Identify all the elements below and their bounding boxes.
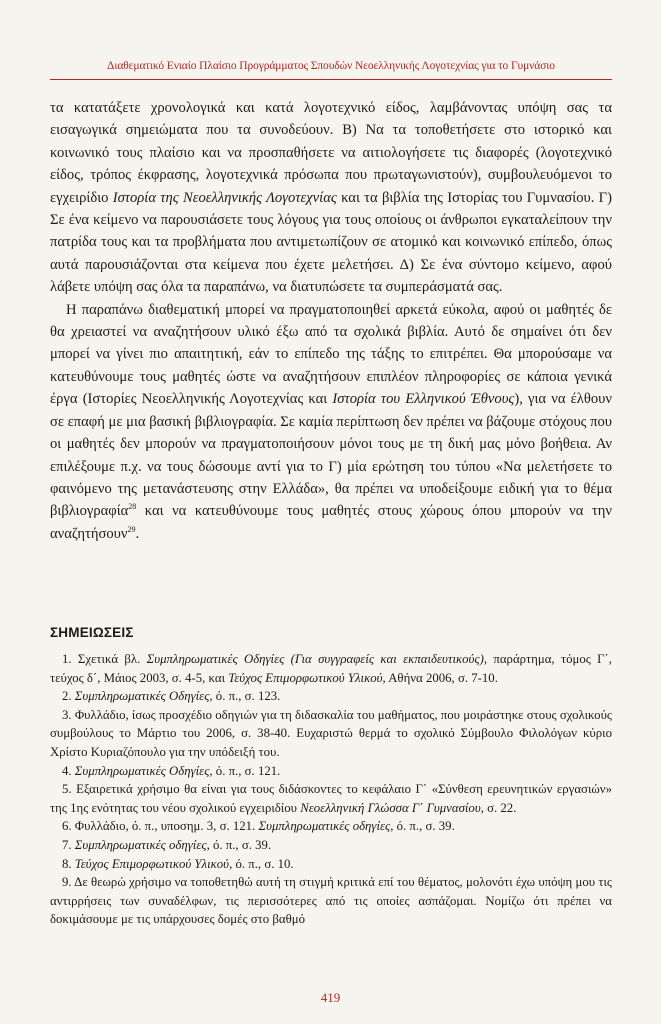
paragraph-2-text-a: Η παραπάνω διαθεματική μπορεί να πραγματοποιηθεί αρκετά εύκολα, αφού οι μαθητές δε θα χρειαστεί να αναζητήσουν υλικό έξω από τα σχολικά βιβλία. Αυτό δε σημαίνει ότι δεν μπορεί να γίνει πιο απαιτητική, εάν το επίπεδο της τάξης το επιτρέπει. Θα μπορούσαμε να κατευθύνουμε τους μαθητές ώστε να αναζητήσουν επιπλέον πληροφορίες σε κάποια γενικά έργα (Ιστορίες Νεοελληνικής Λογοτεχνίας και <box>50 301 612 408</box>
note-4-italic: Συμπληρωματικές Οδηγίες <box>74 763 210 778</box>
body-text <box>50 97 612 545</box>
footnote-ref-28[interactable]: 28 <box>128 502 137 512</box>
paragraph-1-text-a: τα κατατάξετε χρονολογικά και κατά λογοτεχνικό είδος, λαμβάνοντας υπόψη σας τα εισαγωγικά σημειώματα που τα συνοδεύουν. Β) Να τα τοποθετήσετε στο ιστορικό και κοινωνικό τους πλαίσιο και να προσπαθήσετε να αιτιολογήσετε τις διαφορές (λογοτεχνικό είδος, τρόπος έκφρασης, λογοτεχνικά πρόσωπα που πρωταγωνιστούν), συμβουλευόμενοι το εγχειρίδιο <box>50 100 612 206</box>
note-4-text-a: 4. <box>62 763 75 778</box>
note-1-italic-1: Συμπληρωματικές Οδηγίες (Για συγγραφείς και εκπαιδευτικούς) <box>146 652 484 666</box>
paragraph-2 <box>50 299 612 545</box>
page-number: 419 <box>320 990 341 1005</box>
note-2 <box>50 687 612 706</box>
note-1 <box>50 650 612 687</box>
paragraph-2-italic-title: Ιστορία του Ελληνικού Έθνους <box>332 391 515 408</box>
note-8 <box>50 855 612 874</box>
note-5-text-a: 5. Εξαιρετικά χρήσιμο θα είναι για τους διδάσκοντες το κεφάλαιο Γ΄ «Σύνθεση ερευνητικών εργασιών» της 1ης ενότητας του νέου σχολικού εγχειριδίου <box>50 782 612 815</box>
note-5 <box>50 780 612 817</box>
note-5-italic: Νεοελληνική Γλώσσα Γ΄ Γυμνασίου <box>300 800 481 815</box>
note-6-italic: Συμπληρωματικές οδηγίες <box>258 819 391 834</box>
paragraph-1 <box>50 97 612 299</box>
note-1-text-b: , παράρτημα, τόμος Γ΄, τεύχος δ΄, Μάιος 2003, σ. 4-5, και <box>50 652 612 685</box>
note-1-text-c: , Αθήνα 2006, σ. 7-10. <box>382 670 498 685</box>
paragraph-1-italic-title: Ιστορία της Νεοελληνικής Λογοτεχνίας <box>112 189 337 206</box>
note-7-italic: Συμπληρωματικές οδηγίες <box>74 837 207 852</box>
footnote-ref-29[interactable]: 29 <box>127 524 136 534</box>
note-2-text-a: 2. <box>62 689 75 704</box>
note-6-text-a: 6. Φυλλάδιο, ό. π., υποσημ. 3, σ. 121. <box>62 819 259 834</box>
paragraph-1-text-b: και τα βιβλία της Ιστορίας του Γυμνασίου. Γ) Σε ένα κείμενο να παρουσιάσετε τους λόγους για τους οποίους οι άνθρωποι εγκαταλείπουν την πατρίδα τους και τα προβλήματα που αντιμετωπίζουν σε ατομικό και κοινωνικό επίπεδο, όπως αυτά παρουσιάζονται στα κείμενα που έχετε μελετήσει. Δ) Σε ένα σύντομο κείμενο, αφού λάβετε υπόψη σας όλα τα παραπάνω, να διατυπώσετε τα συμπεράσματά σας. <box>50 189 612 296</box>
running-title: Διαθεματικό Ενιαίο Πλαίσιο Προγράμματος Σπουδών Νεοελληνικής Λογοτεχνίας για το Γυμνάσιο <box>107 60 555 72</box>
paragraph-2-text-c: και να κατευθύνουμε τους μαθητές στους χώρους όπου μπορούν να την αναζητήσουν <box>50 503 612 542</box>
note-1-text-a: 1. Σχετικά βλ. <box>62 652 147 666</box>
header-rule <box>50 79 612 80</box>
note-7-text-a: 7. <box>62 837 75 852</box>
note-8-italic: Τεύχος Επιμορφωτικού Υλικού <box>74 856 230 871</box>
note-8-text-b: , ό. π., σ. 10. <box>229 856 294 871</box>
note-4-text-b: , ό. π., σ. 121. <box>209 763 281 778</box>
note-6 <box>50 817 612 836</box>
note-8-text-a: 8. <box>62 856 75 871</box>
notes-heading: ΣΗΜΕΙΩΣΕΙΣ <box>50 625 134 640</box>
notes-list <box>50 650 612 929</box>
note-3: 3. Φυλλάδιο, ίσως προσχέδιο οδηγιών για τη διδασκαλία του μαθήματος, που μοιράστηκε στους σχολικούς συμβούλους το Μάρτιο του 2006, σ. 38-40. Ευχαριστώ θερμά το σχολικό Σύμβουλο Φιλολόγων κύριο Χρίστο Κυριαζόπουλο για την υπόδειξή του. <box>50 707 612 759</box>
note-2-italic: Συμπληρωματικές Οδηγίες <box>74 689 210 704</box>
note-9: 9. Δε θεωρώ χρήσιμο να τοποθετηθώ αυτή τη στιγμή κριτικά επί του θέματος, μολονότι έχω υπόψη μου τις αντιρρήσεις των συναδέλφων, τις περισσότερες από τις οποίες ασπάζομαι. Νομίζω ότι πρέπει να δοκιμάσουμε με τις υπάρχουσες δομές στο βαθμό <box>50 875 612 927</box>
note-7 <box>50 836 612 855</box>
paragraph-2-text-b: ), για να έλθουν σε επαφή με μια βασική βιβλιογραφία. Σε καμία περίπτωση δεν πρέπει να βάζουμε στόχους που οι μαθητές δεν μπορούν να πραγματοποιήσουν μόνοι τους με τη δική μας μόνο βοήθεια. Αν επιλέξουμε π.χ. να τους δώσουμε αντί για το Γ) μία ερώτηση του τύπου «Να μελετήσετε το φαινόμενο της μετανάστευσης στην Ελλάδα», θα πρέπει να υποδείξουμε ειδική για το θέμα βιβλιογραφία <box>50 391 612 520</box>
paragraph-2-end: . <box>135 525 140 542</box>
note-4 <box>50 762 612 781</box>
note-6-text-b: , ό. π., σ. 39. <box>390 819 455 834</box>
note-5-text-b: , σ. 22. <box>480 800 517 815</box>
note-1-italic-2: Τεύχος Επιμορφωτικού Υλικού <box>228 670 383 685</box>
note-2-text-b: , ό. π., σ. 123. <box>209 689 281 704</box>
note-7-text-b: , ό. π., σ. 39. <box>206 837 272 852</box>
